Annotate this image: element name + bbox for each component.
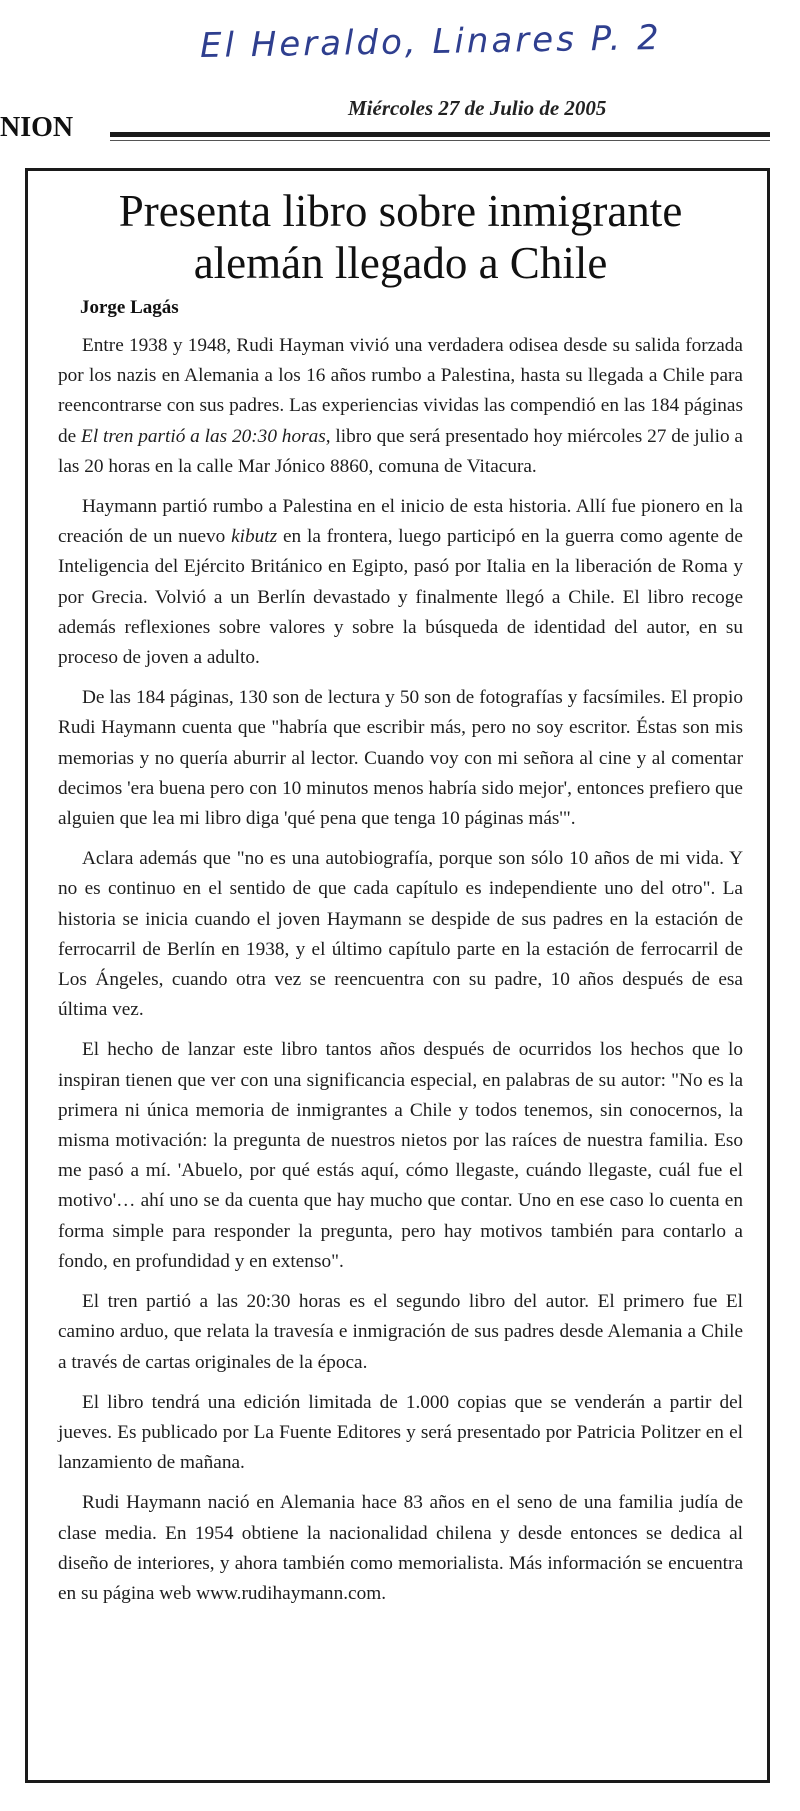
article-box bbox=[25, 168, 770, 1783]
paragraph-1 bbox=[58, 331, 743, 482]
handwritten-note: El Heraldo, Linares P. 2 bbox=[199, 17, 663, 67]
paragraph-2-text-c: en la frontera, luego participó en la guerra como agente de Inteligencia del Ejército Británico en Egipto, pasó por Italia en la liberación de Roma y por Grecia. Volvió a un Berlín devastado y finalmente llegó a Chile. El libro recoge además reflexiones sobre valores y sobre la búsqueda de identidad del autor, en su proceso de joven a adulto. bbox=[58, 526, 743, 669]
paragraph-5: El hecho de lanzar este libro tantos años después de ocurridos los hechos que lo inspiran tienen que ver con una significancia especial, en palabras de su autor: "No es la primera ni única memoria de inmigrantes a Chile y todos tenemos, sin conocernos, la misma motivación: la pregunta de nuestros nietos por las raíces de nuestra familia. Eso me pasó a mí. 'Abuelo, por qué estás aquí, cómo llegaste, cuándo llegaste, cuál fue el motivo'… ahí uno se da cuenta que hay mucho que contar. Uno en ese caso lo cuenta en forma simple para responder la pregunta, pero hay motivos también para contarlo a fondo, en profundidad y en extenso". bbox=[58, 1039, 743, 1272]
book-title-italic: El tren partió a las 20:30 horas bbox=[81, 425, 326, 447]
paragraph-4: Aclara además que "no es una autobiografía, porque son sólo 10 años de mi vida. Y no es continuo en el sentido de que cada capítulo es independiente uno del otro". La historia se inicia cuando el joven Haymann se despide de sus padres en la estación de ferrocarril de Berlín en 1938, y el último capítulo parte en la estación de ferrocarril de Los Ángeles, cuando otra vez se reencuentra con su padre, 10 años después de esa última vez. bbox=[58, 848, 743, 1021]
paragraph-8: Rudi Haymann nació en Alemania hace 83 años en el seno de una familia judía de clase media. En 1954 obtiene la nacionalidad chilena y desde entonces se dedica al diseño de interiores, y ahora también como memorialista. Más información se encuentra en su página web www.rudihaymann.com. bbox=[58, 1492, 743, 1604]
paragraph-1-text-a: Entre 1938 y 1948, Rudi Hayman vivió una verdadera odisea desde su salida forzada por los nazis en Alemania a los 16 años rumbo a Palestina, hasta su llegada a Chile para reencontrarse con sus padres. Las experiencias vividas las compendió en las 184 páginas de bbox=[58, 335, 743, 447]
paragraph-6: El tren partió a las 20:30 horas es el segundo libro del autor. El primero fue El camino arduo, que relata la travesía e inmigración de sus padres desde Alemania a Chile a través de cartas originales de la época. bbox=[58, 1291, 743, 1373]
article-body bbox=[58, 331, 743, 1609]
paragraph-7: El libro tendrá una edición limitada de 1.000 copias que se venderán a partir del jueves. Es publicado por La Fuente Editores y será presentado por Patricia Politzer en el lanzamiento de mañana. bbox=[58, 1391, 743, 1474]
kibutz-italic: kibutz bbox=[231, 526, 278, 548]
header-rule bbox=[110, 132, 770, 137]
section-label: NION bbox=[0, 112, 74, 143]
article-headline: Presenta libro sobre inmigrante alemán llegado a Chile bbox=[118, 186, 683, 288]
article-byline: Jorge Lagás bbox=[80, 297, 179, 318]
paragraph-2-text-a: Haymann partió rumbo a Palestina en el inicio de esta historia. Allí fue pionero en la creación de un nuevo bbox=[58, 496, 743, 548]
header-rule-thin bbox=[110, 140, 770, 141]
paragraph-2 bbox=[58, 492, 743, 673]
paragraph-3: De las 184 páginas, 130 son de lectura y 50 son de fotografías y facsímiles. El propio Rudi Haymann cuenta que "habría que escribir más, pero no soy escritor. Éstas son mis memorias y no quería aburrir al lector. Cuando voy con mi señora al cine y al comentar decimos 'era buena pero con 10 minutos menos habría sido mejor', entonces prefiero que alguien que lea mi libro diga 'qué pena que tenga 10 páginas más'". bbox=[58, 687, 743, 830]
publication-date: Miércoles 27 de Julio de 2005 bbox=[348, 96, 607, 120]
paragraph-1-text-c: , libro que será presentado hoy miércoles 27 de julio a las 20 horas en la calle Mar Jónico 8860, comuna de Vitacura. bbox=[58, 425, 743, 477]
